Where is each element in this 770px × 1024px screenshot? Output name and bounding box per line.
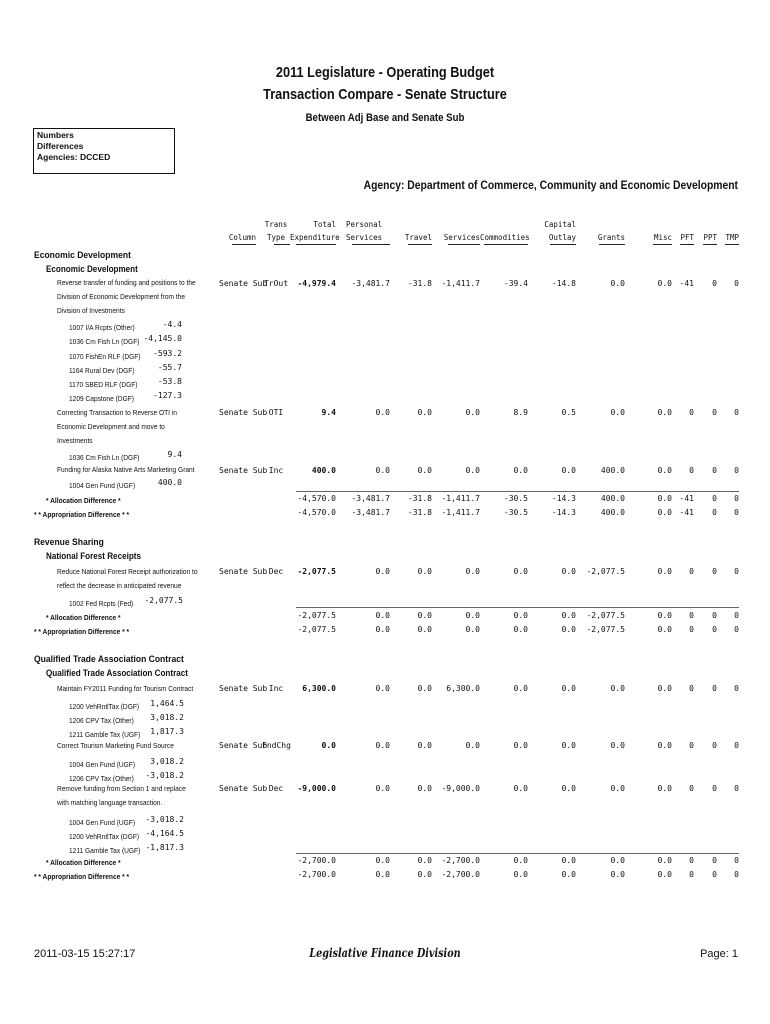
transaction-pft: 0	[689, 466, 694, 475]
transaction-personal: 0.0	[375, 741, 390, 750]
fund-source: 1004 Gen Fund (UGF)	[69, 481, 136, 490]
fund-source: 1200 VehRntlTax (DGF)	[69, 832, 140, 841]
transaction-commodities: 0.0	[513, 567, 528, 576]
transaction-ppt: 0	[712, 784, 717, 793]
fund-source: 1170 SBED RLF (DGF)	[69, 380, 138, 389]
alloc-services: 0.0	[465, 611, 480, 620]
transaction-personal: 0.0	[375, 466, 390, 475]
transaction-personal: -3,481.7	[351, 279, 390, 288]
transaction-travel: -31.8	[407, 279, 432, 288]
fund-amount: 3,018.2	[150, 713, 184, 722]
transaction-grants: 0.0	[610, 741, 625, 750]
col-header-personal-1: Personal	[346, 220, 383, 229]
appropriation-difference-label: * * Appropriation Difference * *	[34, 627, 130, 636]
col-header-grants: Grants	[597, 233, 625, 242]
allocation-title: Economic Development	[46, 264, 138, 274]
col-header-tmp: TMP	[725, 233, 739, 242]
transaction-capital: 0.0	[561, 466, 576, 475]
allocation-title: Qualified Trade Association Contract	[46, 668, 188, 678]
fund-amount: -53.8	[157, 377, 182, 386]
transaction-travel: 0.0	[417, 684, 432, 693]
header-rule	[703, 244, 717, 245]
alloc-commodities: 0.0	[513, 856, 528, 865]
transaction-type: Inc	[268, 684, 284, 693]
param-differences: Differences	[37, 141, 84, 151]
fund-amount: -593.2	[153, 349, 182, 358]
report-title: 2011 Legislature - Operating Budget	[275, 64, 495, 81]
approp-capital: -14.3	[551, 508, 576, 517]
col-header-commodities: Commodities	[480, 233, 530, 242]
footer-timestamp: 2011-03-15 15:27:17	[34, 948, 136, 960]
report-subtitle: Transaction Compare - Senate Structure	[263, 86, 507, 103]
transaction-total: 0.0	[321, 741, 336, 750]
transaction-column: Senate Sub	[219, 684, 268, 693]
approp-ppt: 0	[712, 508, 717, 517]
transaction-type: FndChg	[262, 741, 291, 750]
transaction-commodities: 8.9	[513, 408, 528, 417]
transaction-type: TrOut	[263, 279, 289, 288]
transaction-commodities: -39.4	[503, 279, 528, 288]
approp-misc: 0.0	[657, 508, 672, 517]
col-header-ppt: PPT	[703, 233, 717, 242]
fund-amount: -127.3	[153, 391, 182, 400]
fund-amount: -4.4	[162, 320, 182, 329]
transaction-tmp: 0	[734, 466, 739, 475]
col-header-trans-2: Type	[266, 233, 286, 242]
alloc-tmp: 0	[734, 856, 739, 865]
transaction-pft: 0	[689, 784, 694, 793]
approp-pft: 0	[689, 870, 694, 879]
fund-source: 1206 CPV Tax (Other)	[69, 716, 134, 725]
transaction-type: Dec	[268, 567, 284, 576]
fund-source: 1036 Cm Fish Ln (DGF)	[69, 337, 140, 346]
col-header-column: Column	[228, 233, 256, 242]
transaction-commodities: 0.0	[513, 784, 528, 793]
transaction-total: -4,979.4	[297, 279, 336, 288]
approp-services: -1,411.7	[441, 508, 480, 517]
transaction-tmp: 0	[734, 784, 739, 793]
header-rule	[296, 244, 336, 245]
transaction-total: 6,300.0	[302, 684, 336, 693]
fund-source: 1070 FishEn RLF (DGF)	[69, 352, 141, 361]
approp-total: -4,570.0	[297, 508, 336, 517]
header-rule	[484, 244, 528, 245]
fund-source: 1007 I/A Rcpts (Other)	[69, 323, 135, 332]
transaction-misc: 0.0	[657, 567, 672, 576]
transaction-column: Senate Sub	[219, 279, 268, 288]
approp-commodities: -30.5	[503, 508, 528, 517]
transaction-personal: 0.0	[375, 408, 390, 417]
transaction-ppt: 0	[712, 279, 717, 288]
transaction-misc: 0.0	[657, 784, 672, 793]
approp-misc: 0.0	[657, 870, 672, 879]
alloc-personal: 0.0	[375, 611, 390, 620]
transaction-ppt: 0	[712, 684, 717, 693]
transaction-personal: 0.0	[375, 784, 390, 793]
fund-source: 1036 Cm Fish Ln (DGF)	[69, 453, 140, 462]
transaction-travel: 0.0	[417, 408, 432, 417]
transaction-commodities: 0.0	[513, 684, 528, 693]
approp-personal: 0.0	[375, 625, 390, 634]
approp-grants: 0.0	[610, 870, 625, 879]
fund-amount: -3,018.2	[145, 771, 184, 780]
transaction-tmp: 0	[734, 684, 739, 693]
transaction-misc: 0.0	[657, 279, 672, 288]
transaction-column: Senate Sub	[219, 741, 268, 750]
transaction-description: Funding for Alaska Native Arts Marketing Grant	[57, 465, 195, 474]
transaction-travel: 0.0	[417, 741, 432, 750]
approp-ppt: 0	[712, 870, 717, 879]
approp-tmp: 0	[734, 625, 739, 634]
transaction-column: Senate Sub	[219, 466, 268, 475]
fund-amount: 9.4	[167, 450, 182, 459]
col-header-trans-1: Trans	[264, 220, 288, 229]
approp-services: 0.0	[465, 625, 480, 634]
alloc-grants: -2,077.5	[586, 611, 625, 620]
transaction-type: OTI	[268, 408, 284, 417]
alloc-personal: 0.0	[375, 856, 390, 865]
transaction-description: Reverse transfer of funding and positions to the Division of Economic Development from the Division of Investments	[57, 278, 196, 315]
appropriation-difference-label: * * Appropriation Difference * *	[34, 510, 130, 519]
report-parameters-box	[33, 128, 175, 174]
approp-pft: -41	[679, 508, 694, 517]
transaction-capital: 0.0	[561, 741, 576, 750]
approp-commodities: 0.0	[513, 625, 528, 634]
transaction-personal: 0.0	[375, 567, 390, 576]
transaction-capital: 0.0	[561, 567, 576, 576]
col-header-capital-1: Capital	[544, 220, 576, 229]
col-header-total-2: Expenditure	[290, 233, 340, 242]
alloc-services: -2,700.0	[441, 856, 480, 865]
appropriation-difference-label: * * Appropriation Difference * *	[34, 872, 130, 881]
transaction-grants: -2,077.5	[586, 567, 625, 576]
transaction-column: Senate Sub	[219, 408, 268, 417]
transaction-pft: 0	[689, 741, 694, 750]
allocation-difference-label: * Allocation Difference *	[46, 858, 121, 867]
total-rule	[296, 607, 739, 608]
transaction-personal: 0.0	[375, 684, 390, 693]
alloc-commodities: 0.0	[513, 611, 528, 620]
alloc-capital: 0.0	[561, 856, 576, 865]
transaction-ppt: 0	[712, 408, 717, 417]
agency-title: Agency: Department of Commerce, Community and Economic Development	[363, 180, 738, 192]
transaction-column: Senate Sub	[219, 567, 268, 576]
fund-source: 1004 Gen Fund (UGF)	[69, 818, 136, 827]
transaction-misc: 0.0	[657, 741, 672, 750]
fund-source: 1209 Capstone (DGF)	[69, 394, 134, 403]
alloc-ppt: 0	[712, 611, 717, 620]
col-header-total-1: Total	[313, 220, 336, 229]
transaction-description: Remove funding from Section 1 and replace with matching language transaction.	[57, 784, 186, 807]
transaction-travel: 0.0	[417, 567, 432, 576]
fund-amount: -4,164.5	[145, 829, 184, 838]
transaction-type: Inc	[268, 466, 284, 475]
approp-personal: 0.0	[375, 870, 390, 879]
transaction-type: Dec	[268, 784, 284, 793]
approp-personal: -3,481.7	[351, 508, 390, 517]
alloc-pft: 0	[689, 856, 694, 865]
transaction-tmp: 0	[734, 567, 739, 576]
alloc-capital: 0.0	[561, 611, 576, 620]
fund-amount: -3,018.2	[145, 815, 184, 824]
fund-source: 1004 Gen Fund (UGF)	[69, 760, 136, 769]
alloc-travel: 0.0	[417, 611, 432, 620]
transaction-tmp: 0	[734, 408, 739, 417]
section-title: Qualified Trade Association Contract	[34, 654, 184, 665]
transaction-description: Reduce National Forest Receipt authorization to reflect the decrease in anticipated revenue	[57, 567, 198, 590]
col-header-misc: Misc	[653, 233, 672, 242]
col-header-services: Services	[443, 233, 480, 242]
transaction-services: 0.0	[465, 408, 480, 417]
transaction-pft: -41	[679, 279, 694, 288]
transaction-capital: 0.5	[561, 408, 576, 417]
alloc-misc: 0.0	[657, 856, 672, 865]
header-rule	[274, 244, 290, 245]
total-rule	[296, 491, 739, 492]
param-numbers: Numbers	[37, 130, 74, 140]
transaction-capital: 0.0	[561, 684, 576, 693]
header-rule	[680, 244, 694, 245]
alloc-misc: 0.0	[657, 611, 672, 620]
transaction-capital: 0.0	[561, 784, 576, 793]
fund-source: 1002 Fed Rcpts (Fed)	[69, 599, 134, 608]
fund-amount: -4,145.0	[143, 334, 182, 343]
header-rule	[352, 244, 390, 245]
transaction-services: -9,000.0	[441, 784, 480, 793]
col-header-personal-2: Services	[346, 233, 383, 242]
transaction-pft: 0	[689, 408, 694, 417]
approp-commodities: 0.0	[513, 870, 528, 879]
transaction-services: 0.0	[465, 466, 480, 475]
allocation-difference-label: * Allocation Difference *	[46, 496, 121, 505]
transaction-capital: -14.8	[551, 279, 576, 288]
header-rule	[448, 244, 480, 245]
total-rule	[296, 853, 739, 854]
alloc-ppt: 0	[712, 494, 717, 503]
transaction-description: Correct Tourism Marketing Fund Source	[57, 741, 174, 750]
transaction-misc: 0.0	[657, 466, 672, 475]
fund-source: 1164 Rural Dev (DGF)	[69, 366, 135, 375]
transaction-grants: 0.0	[610, 279, 625, 288]
transaction-misc: 0.0	[657, 408, 672, 417]
alloc-services: -1,411.7	[441, 494, 480, 503]
transaction-ppt: 0	[712, 567, 717, 576]
approp-grants: 400.0	[600, 508, 625, 517]
transaction-tmp: 0	[734, 279, 739, 288]
approp-grants: -2,077.5	[586, 625, 625, 634]
approp-total: -2,077.5	[297, 625, 336, 634]
approp-tmp: 0	[734, 508, 739, 517]
transaction-ppt: 0	[712, 466, 717, 475]
alloc-pft: -41	[679, 494, 694, 503]
report-comparison: Between Adj Base and Senate Sub	[305, 112, 465, 124]
approp-capital: 0.0	[561, 870, 576, 879]
section-title: Revenue Sharing	[34, 537, 104, 548]
transaction-grants: 0.0	[610, 408, 625, 417]
transaction-grants: 400.0	[600, 466, 625, 475]
approp-travel: 0.0	[417, 870, 432, 879]
transaction-services: 6,300.0	[446, 684, 480, 693]
transaction-services: 0.0	[465, 741, 480, 750]
transaction-total: 9.4	[321, 408, 336, 417]
transaction-services: -1,411.7	[441, 279, 480, 288]
transaction-services: 0.0	[465, 567, 480, 576]
approp-capital: 0.0	[561, 625, 576, 634]
transaction-total: -9,000.0	[297, 784, 336, 793]
footer-page-number: Page: 1	[700, 948, 738, 960]
transaction-grants: 0.0	[610, 684, 625, 693]
fund-source: 1211 Gamble Tax (UGF)	[69, 730, 141, 739]
param-agencies: Agencies: DCCED	[37, 152, 111, 162]
approp-travel: -31.8	[407, 508, 432, 517]
fund-amount: 400.0	[157, 478, 182, 487]
header-rule	[232, 244, 256, 245]
header-rule	[550, 244, 576, 245]
transaction-description: Maintain FY2011 Funding for Tourism Contract	[57, 684, 194, 693]
transaction-misc: 0.0	[657, 684, 672, 693]
alloc-ppt: 0	[712, 856, 717, 865]
approp-services: -2,700.0	[441, 870, 480, 879]
approp-total: -2,700.0	[297, 870, 336, 879]
transaction-commodities: 0.0	[513, 741, 528, 750]
col-header-pft: PFT	[680, 233, 694, 242]
fund-source: 1211 Gamble Tax (UGF)	[69, 846, 141, 855]
transaction-grants: 0.0	[610, 784, 625, 793]
approp-misc: 0.0	[657, 625, 672, 634]
transaction-total: 400.0	[311, 466, 336, 475]
header-rule	[408, 244, 432, 245]
transaction-total: -2,077.5	[297, 567, 336, 576]
alloc-tmp: 0	[734, 494, 739, 503]
col-header-capital-2: Outlay	[548, 233, 576, 242]
fund-amount: -1,817.3	[145, 843, 184, 852]
transaction-pft: 0	[689, 684, 694, 693]
fund-amount: -55.7	[157, 363, 182, 372]
alloc-travel: 0.0	[417, 856, 432, 865]
fund-amount: -2,077.5	[144, 596, 183, 605]
approp-ppt: 0	[712, 625, 717, 634]
alloc-capital: -14.3	[551, 494, 576, 503]
fund-source: 1200 VehRntlTax (DGF)	[69, 702, 140, 711]
header-rule	[725, 244, 739, 245]
alloc-total: -4,570.0	[297, 494, 336, 503]
header-rule	[599, 244, 625, 245]
fund-source: 1206 CPV Tax (Other)	[69, 774, 134, 783]
allocation-title: National Forest Receipts	[46, 551, 141, 561]
alloc-total: -2,077.5	[297, 611, 336, 620]
transaction-ppt: 0	[712, 741, 717, 750]
section-title: Economic Development	[34, 250, 131, 261]
fund-amount: 3,018.2	[150, 757, 184, 766]
header-rule	[653, 244, 672, 245]
transaction-pft: 0	[689, 567, 694, 576]
col-header-travel: Travel	[404, 233, 432, 242]
alloc-misc: 0.0	[657, 494, 672, 503]
approp-travel: 0.0	[417, 625, 432, 634]
allocation-difference-label: * Allocation Difference *	[46, 613, 121, 622]
transaction-travel: 0.0	[417, 784, 432, 793]
fund-amount: 1,817.3	[150, 727, 184, 736]
alloc-travel: -31.8	[407, 494, 432, 503]
approp-tmp: 0	[734, 870, 739, 879]
transaction-commodities: 0.0	[513, 466, 528, 475]
footer-division: Legislative Finance Division	[309, 946, 461, 960]
transaction-tmp: 0	[734, 741, 739, 750]
alloc-tmp: 0	[734, 611, 739, 620]
alloc-personal: -3,481.7	[351, 494, 390, 503]
transaction-travel: 0.0	[417, 466, 432, 475]
alloc-pft: 0	[689, 611, 694, 620]
approp-pft: 0	[689, 625, 694, 634]
alloc-total: -2,700.0	[297, 856, 336, 865]
fund-amount: 1,464.5	[150, 699, 184, 708]
transaction-column: Senate Sub	[219, 784, 268, 793]
transaction-description: Correcting Transaction to Reverse OTI in Economic Development and move to Investments	[57, 408, 177, 445]
alloc-commodities: -30.5	[503, 494, 528, 503]
alloc-grants: 400.0	[600, 494, 625, 503]
alloc-grants: 0.0	[610, 856, 625, 865]
